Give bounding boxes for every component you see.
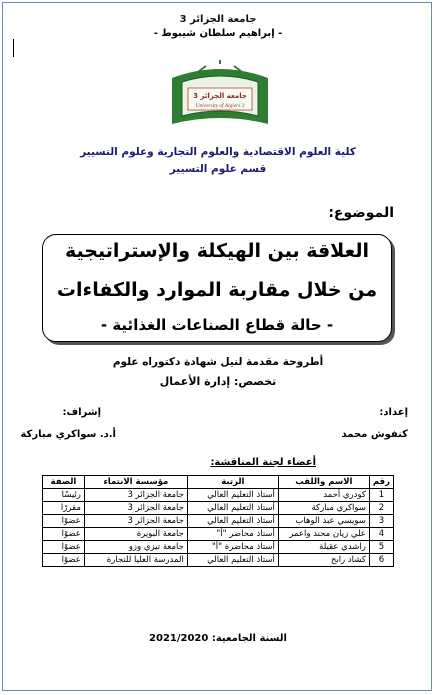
university-logo xyxy=(168,58,272,132)
table-cell: أستاذ محاضرة "أ" xyxy=(187,541,278,554)
table-row xyxy=(43,528,394,541)
table-cell: مقررًا xyxy=(43,502,85,515)
table-cell: سويسي عبد الوهاب xyxy=(278,515,369,528)
thesis-title-line-1: العلاقة بين الهيكلة والإستراتيجية xyxy=(65,240,369,262)
table-cell: أستاذ التعليم العالي xyxy=(187,489,278,502)
column-header: الرتبة xyxy=(187,476,278,489)
department-name: قسم علوم التسيير xyxy=(169,163,267,175)
text-cursor xyxy=(13,39,14,57)
table-cell: رئيسًا xyxy=(43,489,85,502)
table-cell: جامعة الجزائر 3 xyxy=(84,502,187,515)
prepared-by-label: إعداد: xyxy=(379,407,408,418)
table-cell: راشدي عقيلة xyxy=(278,541,369,554)
university-subtitle: - إبراهيم سلطان شيبوط - xyxy=(153,28,283,39)
table-row xyxy=(43,541,394,554)
table-cell: عضوًا xyxy=(43,541,85,554)
table-cell: أستاذ التعليم العالي xyxy=(187,515,278,528)
column-header: رقم xyxy=(369,476,393,489)
table-cell: كودري أحمد xyxy=(278,489,369,502)
table-cell: 4 xyxy=(369,528,393,541)
committee-table xyxy=(42,475,394,567)
table-cell: جامعة البويرة xyxy=(84,528,187,541)
table-cell: 2 xyxy=(369,502,393,515)
table-cell: 3 xyxy=(369,515,393,528)
table-cell: جامعة الجزائر 3 xyxy=(84,515,187,528)
table-cell: جامعة تيزي وزو xyxy=(84,541,187,554)
table-row xyxy=(43,502,394,515)
thesis-title-line-2: من خلال مقاربة الموارد والكفاءات xyxy=(56,279,378,301)
supervisor-label: إشراف: xyxy=(62,407,101,418)
academic-year: السنة الجامعية: 2021/2020 xyxy=(149,633,287,644)
table-cell: كشاد رابح xyxy=(278,554,369,567)
table-cell: 1 xyxy=(369,489,393,502)
column-header: الاسم واللقب xyxy=(278,476,369,489)
table-cell: عضوًا xyxy=(43,515,85,528)
table-cell: أستاذ محاضر "أ" xyxy=(187,528,278,541)
table-row xyxy=(43,554,394,567)
table-cell: سواكري مباركة xyxy=(278,502,369,515)
table-cell: أستاذ التعليم العالي xyxy=(187,502,278,515)
author-name: كنفوش محمد xyxy=(341,429,408,440)
table-cell: 6 xyxy=(369,554,393,567)
specialty: تخصص: إدارة الأعمال xyxy=(159,375,277,388)
column-header: مؤسسة الانتماء xyxy=(84,476,187,489)
table-header-row xyxy=(43,476,394,489)
thesis-description: أطروحة مقدمة لنيل شهادة دكتوراه علوم xyxy=(112,356,324,368)
logo-text-arabic: جامعة الجزائر 3 xyxy=(193,92,247,100)
table-row xyxy=(43,489,394,502)
table-cell: جامعة الجزائر 3 xyxy=(84,489,187,502)
subject-label: الموضوع: xyxy=(328,205,394,221)
committee-title: أعضاء لجنة المناقشة: xyxy=(210,457,316,468)
table-cell: علي زيان محند واعمر xyxy=(278,528,369,541)
thesis-title-line-3: - حالة قطاع الصناعات الغذائية - xyxy=(100,316,334,334)
supervisor-name: أ.د. سواكري مباركة xyxy=(20,429,116,440)
table-cell: المدرسة العليا للتجارة xyxy=(84,554,187,567)
logo-text-english: University of Algiers 3 xyxy=(195,103,245,109)
table-cell: 5 xyxy=(369,541,393,554)
column-header: الصفة xyxy=(43,476,85,489)
table-cell: عضوًا xyxy=(43,528,85,541)
university-name: جامعة الجزائر 3 xyxy=(179,14,257,25)
table-cell: عضوًا xyxy=(43,554,85,567)
table-row xyxy=(43,515,394,528)
faculty-name: كلية العلوم الاقتصادية والعلوم التجارية وعلوم التسيير xyxy=(80,146,356,158)
table-cell: أستاذ التعليم العالي xyxy=(187,554,278,567)
